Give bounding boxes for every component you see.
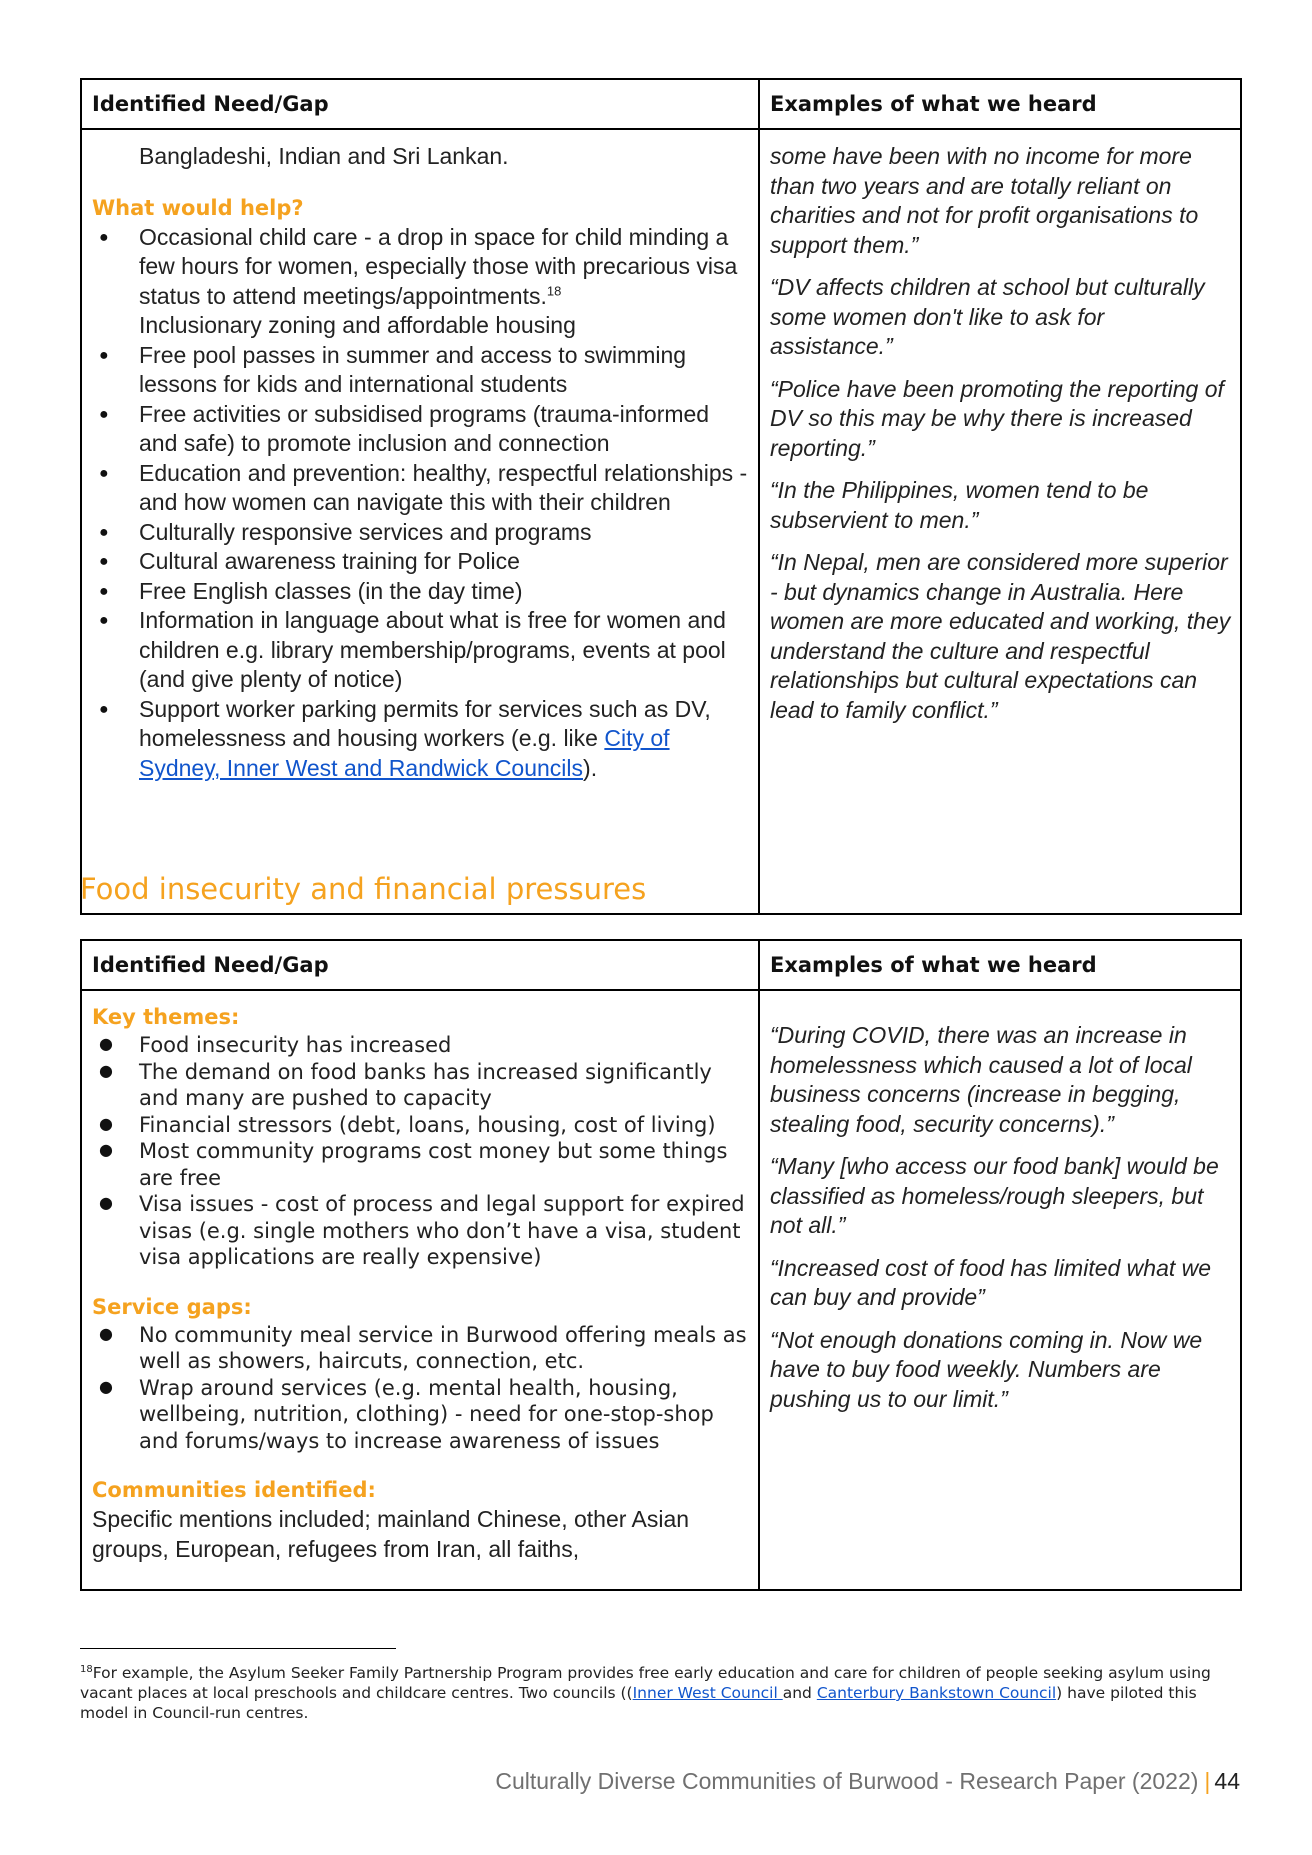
quote: “Not enough donations coming in. Now we have to buy food weekly. Numbers are pushing us to our limit.”	[770, 1326, 1203, 1412]
col-header-heard: Examples of what we heard	[759, 940, 1241, 990]
list-item: ● Most community programs cost money but some things are free	[92, 1138, 748, 1191]
footnote-number: 18	[80, 1663, 93, 1675]
quote: “During COVID, there was an increase in homelessness which caused a lot of local business concerns (increase in begging, stealing food, security concerns).”	[770, 1022, 1192, 1137]
quote: “Police have been promoting the reporting of DV so this may be why there is increased reporting.”	[770, 375, 1224, 461]
help-list	[92, 223, 748, 784]
communities-heading: Communities identified:	[92, 1478, 376, 1502]
gaps-heading: Service gaps:	[92, 1294, 252, 1319]
list-item: ● Support worker parking permits for services such as DV, homelessness and housing workers (e.g. like City of Sydney, Inner West and Randwick Councils).	[92, 695, 748, 784]
list-item: ● The demand on food banks has increased significantly and many are pushed to capacity	[92, 1059, 748, 1112]
list-item: ● Free pool passes in summer and access to swimming lessons for kids and international students	[92, 341, 748, 400]
list-item: ● Financial stressors (debt, loans, housing, cost of living)	[92, 1112, 748, 1139]
communities-text: Specific mentions included; mainland Chinese, other Asian groups, European, refugees from Iran, all faiths,	[92, 1506, 690, 1562]
need-cell	[81, 129, 759, 914]
needs-table-2	[80, 939, 1242, 1591]
list-item: ● Food insecurity has increased	[92, 1032, 748, 1059]
list-item: ● Information in language about what is free for women and children e.g. library membership/programs, events at pool (and give plenty of notice)	[92, 606, 748, 695]
heard-cell	[759, 990, 1241, 1590]
list-item: ● Occasional child care - a drop in space for child minding a few hours for women, especially those with precarious visa status to attend meetings/appointments.$^{18}$ Inclusionary zoning and affordable housing	[92, 223, 748, 341]
quote: “Increased cost of food has limited what we can buy and provide”	[770, 1254, 1212, 1310]
help-heading: What would help?	[92, 195, 304, 220]
col-header-need: Identified Need/Gap	[81, 940, 759, 990]
list-item: ● Education and prevention: healthy, respectful relationships - and how women can navigate this with their children	[92, 459, 748, 518]
col-header-need: Identified Need/Gap	[81, 79, 759, 129]
list-item: ● Free activities or subsidised programs (trauma-informed and safe) to promote inclusion and connection	[92, 400, 748, 459]
gaps-list	[92, 1322, 748, 1455]
councils-link[interactable]: City of Sydney, Inner West and Randwick Councils	[139, 725, 670, 781]
list-item: ● Wrap around services (e.g. mental health, housing, wellbeing, nutrition, clothing) - need for one-stop-shop and forums/ways to increase awareness of issues	[92, 1375, 748, 1455]
footnote: $^{18}$For example, the Asylum Seeker Family Partnership Program provides free early education and care for children of people seeking asylum using vacant places at local preschools and childcare centres. Two councils ((Inner West Council and Canterbury Bankstown Council) have piloted this model in Council-run centres.	[80, 1663, 1211, 1722]
quote: some have been with no income for more than two years and are totally reliant on charities and not for profit organisations to support them.”	[770, 143, 1199, 258]
page-number: 44	[1214, 1768, 1240, 1794]
footer-title: Culturally Diverse Communities of Burwood - Research Paper (2022)	[495, 1768, 1199, 1794]
themes-heading: Key themes:	[92, 1005, 240, 1029]
quote: “Many [who access our food bank] would be classified as homeless/rough sleepers, but not all.”	[770, 1153, 1219, 1238]
quote: “DV affects children at school but culturally some women don't like to ask for assistance.”	[770, 274, 1205, 359]
page-footer	[495, 1768, 1240, 1795]
list-item: ● Culturally responsive services and programs	[92, 518, 748, 548]
quote: “In Nepal, men are considered more superior - but dynamics change in Australia. Here women are more educated and working, they understand the culture and respectful relationships but cultural expectations can lead to family conflict.”	[770, 549, 1231, 723]
quote: “In the Philippines, women tend to be subservient to men.”	[770, 477, 1149, 533]
footer-separator: |	[1204, 1768, 1211, 1794]
list-item: ● No community meal service in Burwood offering meals as well as showers, haircuts, connection, etc.	[92, 1322, 748, 1375]
needs-table-1	[80, 78, 1242, 915]
col-header-heard: Examples of what we heard	[759, 79, 1241, 129]
list-item: ● Free English classes (in the day time)	[92, 577, 748, 607]
section-heading: Food insecurity and financial pressures	[80, 872, 647, 906]
heard-cell	[759, 129, 1241, 914]
footnote-ref[interactable]: 18	[546, 282, 562, 298]
list-item: ● Cultural awareness training for Police	[92, 547, 748, 577]
continued-text: Bangladeshi, Indian and Sri Lankan.	[139, 143, 509, 169]
themes-list	[92, 1032, 748, 1271]
footnote-divider	[80, 1648, 396, 1649]
canterbury-bankstown-link[interactable]: Canterbury Bankstown Council	[816, 1684, 1057, 1702]
need-cell	[81, 990, 759, 1590]
list-item: ● Visa issues - cost of process and legal support for expired visas (e.g. single mothers who don’t have a visa, student visa applications are really expensive)	[92, 1191, 748, 1271]
inner-west-link[interactable]: Inner West Council	[632, 1684, 783, 1702]
